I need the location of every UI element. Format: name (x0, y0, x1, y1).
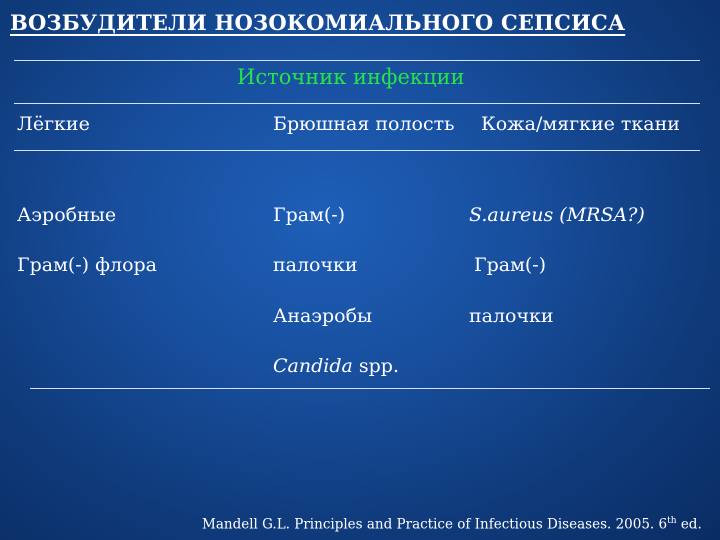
table-caption: Источник инфекции (237, 65, 465, 89)
cell-r1-lungs: Аэробные (17, 204, 117, 226)
cell-r1-skin: S.aureus (MRSA?) (469, 204, 645, 226)
column-header-abdomen: Брюшная полость (273, 113, 455, 135)
citation-footnote (202, 516, 702, 533)
cell-r2-skin: Грам(-) (474, 254, 547, 276)
citation-tail: ed. (676, 516, 702, 533)
cell-r3-abdomen: Анаэробы (273, 305, 373, 327)
cell-r2-lungs: Грам(-) флора (17, 254, 158, 276)
cell-r4-abdomen (273, 355, 399, 377)
divider-bottom (30, 388, 710, 389)
cell-r2-abdomen: палочки (273, 254, 358, 276)
divider-top (14, 60, 700, 61)
cell-r1-abdomen: Грам(-) (273, 204, 346, 226)
divider-header-bottom (14, 150, 700, 151)
candida-spp: spp. (352, 355, 399, 377)
column-header-lungs: Лёгкие (17, 113, 90, 135)
divider-header-top (14, 103, 700, 104)
cell-r3-skin: палочки (469, 305, 554, 327)
citation-text: Mandell G.L. Principles and Practice of Infectious Diseases. 2005. 6 (202, 516, 668, 533)
candida-genus: Candida (273, 355, 353, 377)
column-header-skin: Кожа/мягкие ткани (481, 113, 680, 135)
page-title: ВОЗБУДИТЕЛИ НОЗОКОМИАЛЬНОГО СЕПСИСА (10, 10, 626, 35)
citation-superscript: th (667, 516, 677, 526)
